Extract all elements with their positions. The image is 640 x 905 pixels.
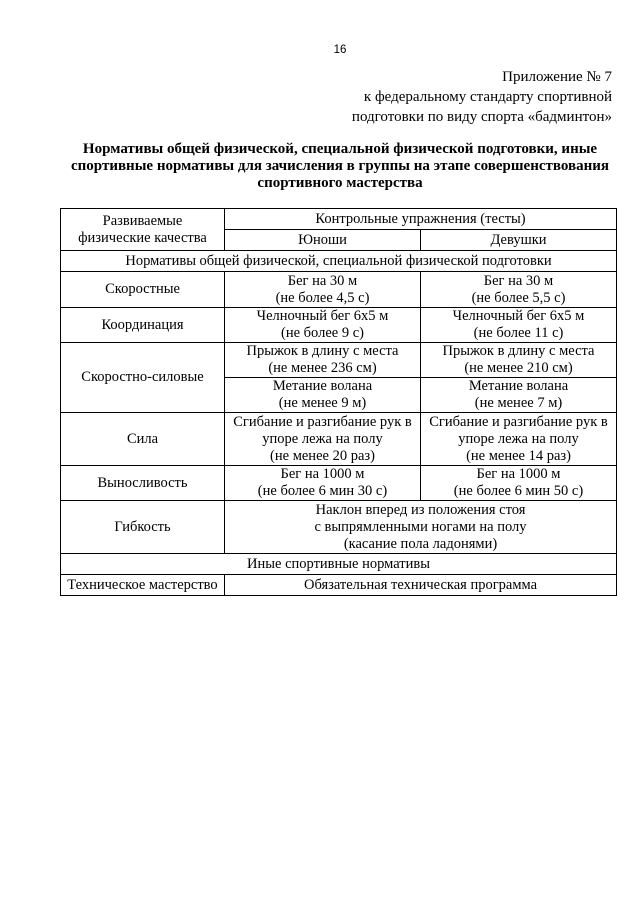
flexibility-norm: Наклон вперед из положения стоя с выпрямленными ногами на полу (касание пола ладонями)	[225, 501, 617, 554]
pushups-girls-norm: Сгибание и разгибание рук в упоре лежа на полу (не менее 14 раз)	[421, 413, 617, 466]
header-qualities: Развиваемые физические качества	[61, 209, 225, 251]
appendix-line-3: подготовки по виду спорта «бадминтон»	[351, 109, 612, 125]
pushups-boys-norm: Сгибание и разгибание рук в упоре лежа на полу (не менее 20 раз)	[225, 413, 421, 466]
shuttle-throw-girls-norm: Метание волана (не менее 7 м)	[421, 378, 617, 413]
shuttle-throw-boys-norm: Метание волана (не менее 9 м)	[225, 378, 421, 413]
speed-boys-norm: Бег на 30 м (не более 4,5 с)	[225, 272, 421, 308]
header-tests: Контрольные упражнения (тесты)	[225, 209, 617, 230]
document-title	[40, 141, 640, 192]
title-line-3: спортивного мастерства	[257, 175, 423, 191]
title-line-1: Нормативы общей физической, специальной физической подготовки, иные	[82, 141, 598, 157]
quality-technique: Техническое мастерство	[61, 575, 225, 596]
header-girls: Девушки	[421, 230, 617, 251]
coordination-boys-norm: Челночный бег 6х5 м (не более 9 с)	[225, 308, 421, 343]
long-jump-boys-norm: Прыжок в длину с места (не менее 236 см)	[225, 343, 421, 378]
quality-endurance: Выносливость	[61, 466, 225, 501]
section-other-heading: Иные спортивные нормативы	[61, 554, 617, 575]
long-jump-girls-norm: Прыжок в длину с места (не менее 210 см)	[421, 343, 617, 378]
header-boys: Юноши	[225, 230, 421, 251]
coordination-girls-norm: Челночный бег 6х5 м (не более 11 с)	[421, 308, 617, 343]
quality-speed-strength: Скоростно-силовые	[61, 343, 225, 413]
section-ofp-heading: Нормативы общей физической, специальной физической подготовки	[61, 251, 617, 272]
technique-requirement: Обязательная техническая программа	[225, 575, 617, 596]
norms-table	[60, 208, 617, 596]
quality-strength: Сила	[61, 413, 225, 466]
quality-speed: Скоростные	[61, 272, 225, 308]
endurance-boys-norm: Бег на 1000 м (не более 6 мин 30 с)	[225, 466, 421, 501]
page-number: 16	[333, 44, 347, 56]
quality-coordination: Координация	[61, 308, 225, 343]
endurance-girls-norm: Бег на 1000 м (не более 6 мин 50 с)	[421, 466, 617, 501]
appendix-caption	[352, 67, 612, 127]
quality-flexibility: Гибкость	[61, 501, 225, 554]
appendix-line-2: к федеральному стандарту спортивной	[363, 89, 612, 105]
speed-girls-norm: Бег на 30 м (не более 5,5 с)	[421, 272, 617, 308]
title-line-2: спортивные нормативы для зачисления в группы на этапе совершенствования	[71, 158, 609, 174]
appendix-line-1: Приложение № 7	[502, 69, 612, 85]
